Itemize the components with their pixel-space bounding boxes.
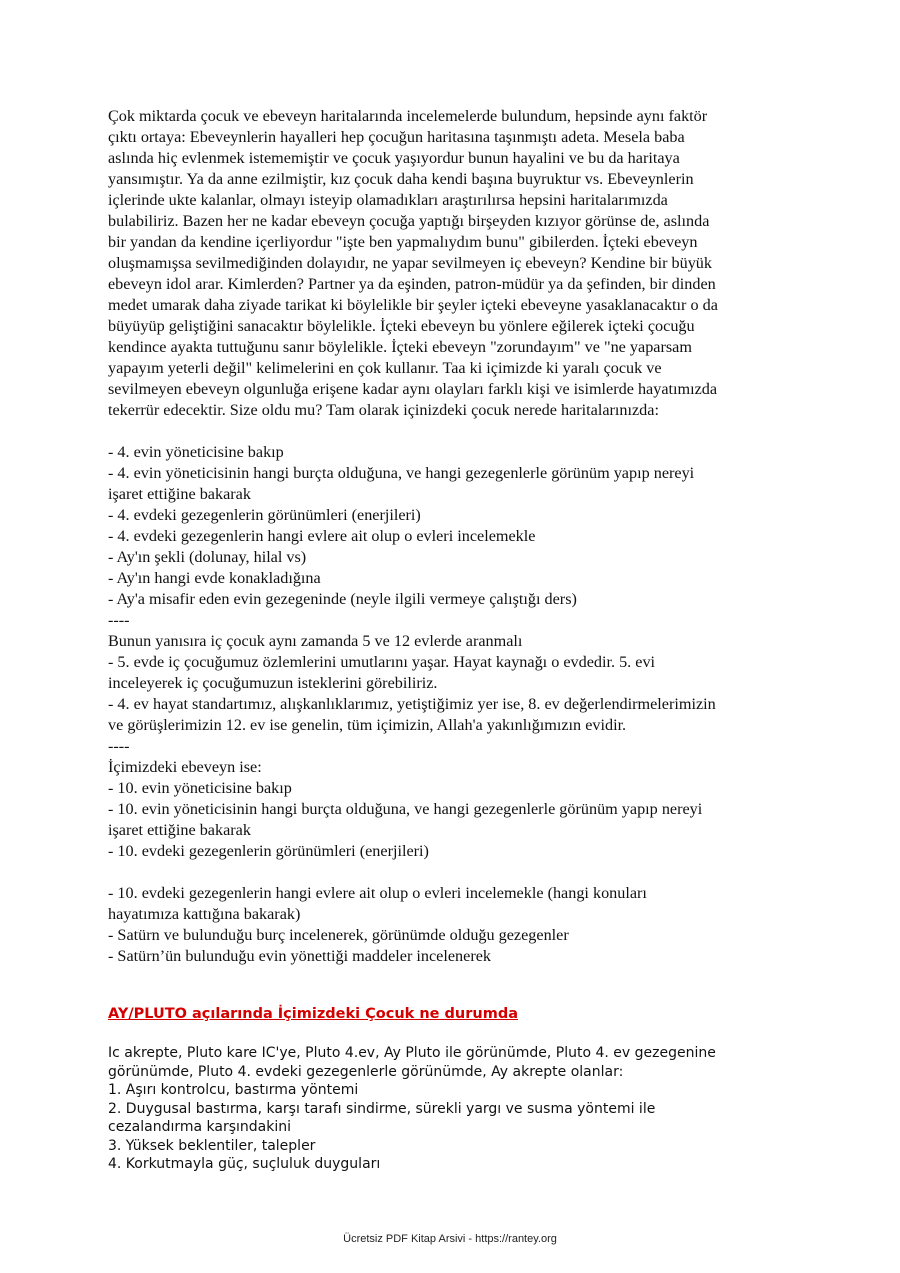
- inner-parent-list-continued: - 10. evdeki gezegenlerin hangi evlere ait olup o evleri incelemekle (hangi konuları hayatımıza kattığına bakarak) - Satürn ve bulunduğu burç incelenerek, görünümde olduğu gezegenler - Satürn’ün bulunduğu evin yönettiği maddeler incelenerek: [108, 884, 647, 965]
- section-body: Ic akrepte, Pluto kare IC'ye, Pluto 4.ev, Ay Pluto ile görünümde, Pluto 4. ev gezegenine görünümde, Pluto 4. evdeki gezegenlerle görünümde, Ay akrepte olanlar: 1. Aşırı kontrolcu, bastırma yöntemi 2. Duygusal bastırma, karşı tarafı sindirme, sürekli yargı ve susma yöntemi ile cezalandırma karşındakini 3. Yüksek beklentiler, talepler 4. Korkutmayla güç, suçluluk duyguları: [108, 1045, 716, 1172]
- section-heading: AY/PLUTO açılarında İçimizdeki Çocuk ne durumda: [108, 1006, 519, 1022]
- inner-child-list: - 4. evin yöneticisine bakıp - 4. evin yöneticisinin hangi burçta olduğuna, ve hangi gezegenlerle görünüm yapıp nereyi işaret ettiğine bakarak - 4. evdeki gezegenlerin görünümleri (enerjileri) - 4. evdeki gezegenlerin hangi evlere ait olup o evleri incelemekle - Ay'ın şekli (dolunay, hilal vs) - Ay'ın hangi evde konakladığına - Ay'a misafir eden evin gezegeninde (neyle ilgili vermeye çalıştığı ders) ---- Bunun yanısıra iç çocuk aynı zamanda 5 ve 12 evlerde aranmalı - 5. evde iç çocuğumuz özlemlerini umutlarını yaşar. Hayat kaynağı o evdedir. 5. evi inceleyerek iç çocuğumuzun isteklerini görebiliriz. - 4. ev hayat standartımız, alışkanlıklarımız, yetiştiğimiz yer ise, 8. ev değerlendirmelerimizin ve görüşlerimizin 12. ev ise genelin, tüm içimizin, Allah'a yakınlığımızın evidir. ---- İçimizdeki ebeveyn ise: - 10. evin yöneticisine bakıp - 10. evin yöneticisinin hangi burçta olduğuna, ve hangi gezegenlerle görünüm yapıp nereyi işaret ettiğine bakarak - 10. evdeki gezegenlerin görünümleri (enerjileri): [108, 443, 716, 860]
- page-footer: Ücretsiz PDF Kitap Arsivi - https://rantey.org: [343, 1233, 557, 1245]
- spacer: [108, 967, 808, 1004]
- spacer: [108, 862, 808, 883]
- spacer: [108, 421, 808, 442]
- spacer: [108, 1024, 808, 1044]
- intro-paragraph: Çok miktarda çocuk ve ebeveyn haritalarında incelemelerde bulundum, hepsinde aynı faktör çıktı ortaya: Ebeveynlerin hayalleri hep çocuğun haritasına taşınmıştı adeta. Mesela baba aslında hiç evlenmek istememiştir ve çocuk yaşıyordur bunun hayalini ve bu da haritaya yansımıştır. Ya da anne ezilmiştir, kız çocuk daha kendi başına buyruktur vs. Ebeveynlerin içlerinde ukte kalanlar, olmayı isteyip olamadıkları araştırılırsa hepsini haritalarımızda bulabiliriz. Bazen her ne kadar ebeveyn çocuğa yaptığı birşeyden kızıyor görünse de, aslında bir yandan da kendine içerliyordur "işte ben yapmalıydım bunu" gibilerden. İçteki ebeveyn oluşmamışsa sevilmediğinden dolayıdır, ne yapar sevilmeyen iç ebeveyn? Kendine bir büyük ebeveyn idol arar. Kimlerden? Partner ya da eşinden, patron-müdür ya da şefinden, bir dinden medet umarak daha ziyade tarikat ki böylelikle bir şeyler içteki ebeveyne yasaklanacaktır o da büyüyüp geliştiğini sanacaktır böylelikle. İçteki ebeveyn bu yönlere eğilerek içteki çocuğu kendince ayakta tuttuğunu sanır böylelikle. İçteki ebeveyn "zorundayım" ve "ne yaparsam yapayım yeterli değil" kelimelerini en çok kullanır. Taa ki içimizde ki yaralı çocuk ve sevilmeyen ebeveyn olgunluğa erişene kadar aynı olayları farklı kişi ve isimlerde hayatımızda tekerrür edecektir. Size oldu mu? Tam olarak içinizdeki çocuk nerede haritalarınızda:: [108, 107, 718, 419]
- document-page: [108, 106, 808, 1174]
